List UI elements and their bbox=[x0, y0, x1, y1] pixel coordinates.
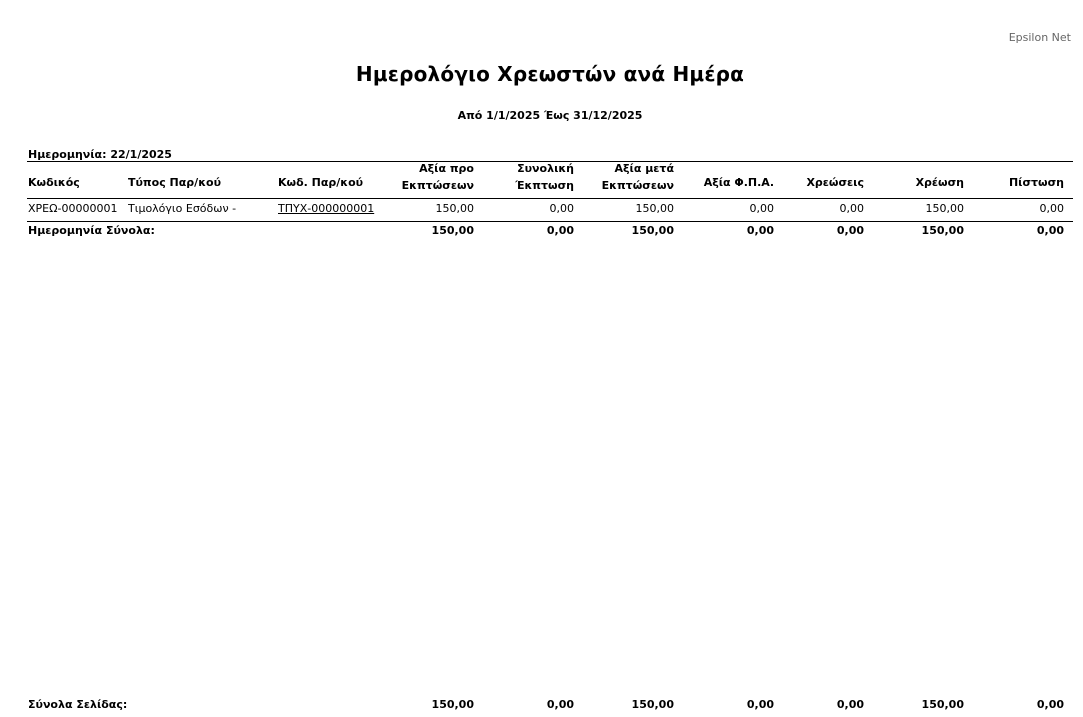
row-code: ΧΡΕΩ-00000001 bbox=[28, 202, 118, 215]
col-header-total-discount-line1: Συνολική bbox=[517, 162, 574, 175]
date-totals-label: Ημερομηνία Σύνολα: bbox=[28, 224, 155, 237]
totals-top-rule bbox=[27, 221, 1073, 222]
col-header-total-discount-line2: Έκπτωση bbox=[515, 179, 574, 192]
date-totals-row bbox=[0, 224, 1083, 240]
date-totals-credit: 0,00 bbox=[1036, 224, 1064, 237]
date-group-label: Ημερομηνία: 22/1/2025 bbox=[28, 148, 172, 161]
col-header-value-before bbox=[384, 160, 474, 194]
row-doc-code-link[interactable]: ΤΠΥΧ-000000001 bbox=[278, 202, 375, 215]
col-header-value-after-line2: Εκπτώσεων bbox=[601, 179, 674, 192]
page-totals-debit: 150,00 bbox=[921, 698, 964, 711]
page-totals-total-discount: 0,00 bbox=[546, 698, 574, 711]
col-header-doc-type: Τύπος Παρ/κού bbox=[128, 176, 221, 189]
date-totals-total-discount: 0,00 bbox=[546, 224, 574, 237]
date-totals-debits: 0,00 bbox=[836, 224, 864, 237]
row-doc-type: Τιμολόγιο Εσόδων - bbox=[128, 202, 237, 215]
page-totals-label: Σύνολα Σελίδας: bbox=[28, 698, 128, 711]
col-header-value-before-line2: Εκπτώσεων bbox=[401, 179, 474, 192]
col-header-value-before-line1: Αξία προ bbox=[419, 162, 474, 175]
col-header-code: Κωδικός bbox=[28, 176, 80, 189]
page-totals-value-after: 150,00 bbox=[631, 698, 674, 711]
col-header-total-discount bbox=[484, 160, 574, 194]
row-vat: 0,00 bbox=[749, 202, 774, 215]
header-bottom-rule bbox=[27, 198, 1073, 199]
page-totals-credit: 0,00 bbox=[1036, 698, 1064, 711]
report-period: Από 1/1/2025 Έως 31/12/2025 bbox=[457, 109, 643, 122]
date-totals-value-before: 150,00 bbox=[431, 224, 474, 237]
row-debit: 150,00 bbox=[925, 202, 964, 215]
page-totals-row bbox=[0, 698, 1083, 714]
col-header-vat: Αξία Φ.Π.Α. bbox=[703, 176, 774, 189]
table-header bbox=[0, 160, 1083, 196]
page-totals-value-before: 150,00 bbox=[431, 698, 474, 711]
col-header-doc-code: Κωδ. Παρ/κού bbox=[278, 176, 364, 189]
col-header-credit: Πίστωση bbox=[1008, 176, 1064, 189]
col-header-value-after-line1: Αξία μετά bbox=[614, 162, 674, 175]
row-debits: 0,00 bbox=[839, 202, 864, 215]
report-title: Ημερολόγιο Χρεωστών ανά Ημέρα bbox=[355, 62, 745, 86]
date-totals-debit: 150,00 bbox=[921, 224, 964, 237]
row-total-discount: 0,00 bbox=[549, 202, 574, 215]
table-row bbox=[0, 202, 1083, 218]
page-totals-vat: 0,00 bbox=[746, 698, 774, 711]
col-header-value-after bbox=[584, 160, 674, 194]
col-header-debits: Χρεώσεις bbox=[806, 176, 864, 189]
date-totals-vat: 0,00 bbox=[746, 224, 774, 237]
row-value-after: 150,00 bbox=[635, 202, 674, 215]
page-totals-debits: 0,00 bbox=[836, 698, 864, 711]
row-value-before: 150,00 bbox=[435, 202, 474, 215]
row-credit: 0,00 bbox=[1039, 202, 1064, 215]
col-header-debit: Χρέωση bbox=[915, 176, 964, 189]
date-totals-value-after: 150,00 bbox=[631, 224, 674, 237]
vendor-label: Epsilon Net bbox=[1008, 31, 1071, 44]
